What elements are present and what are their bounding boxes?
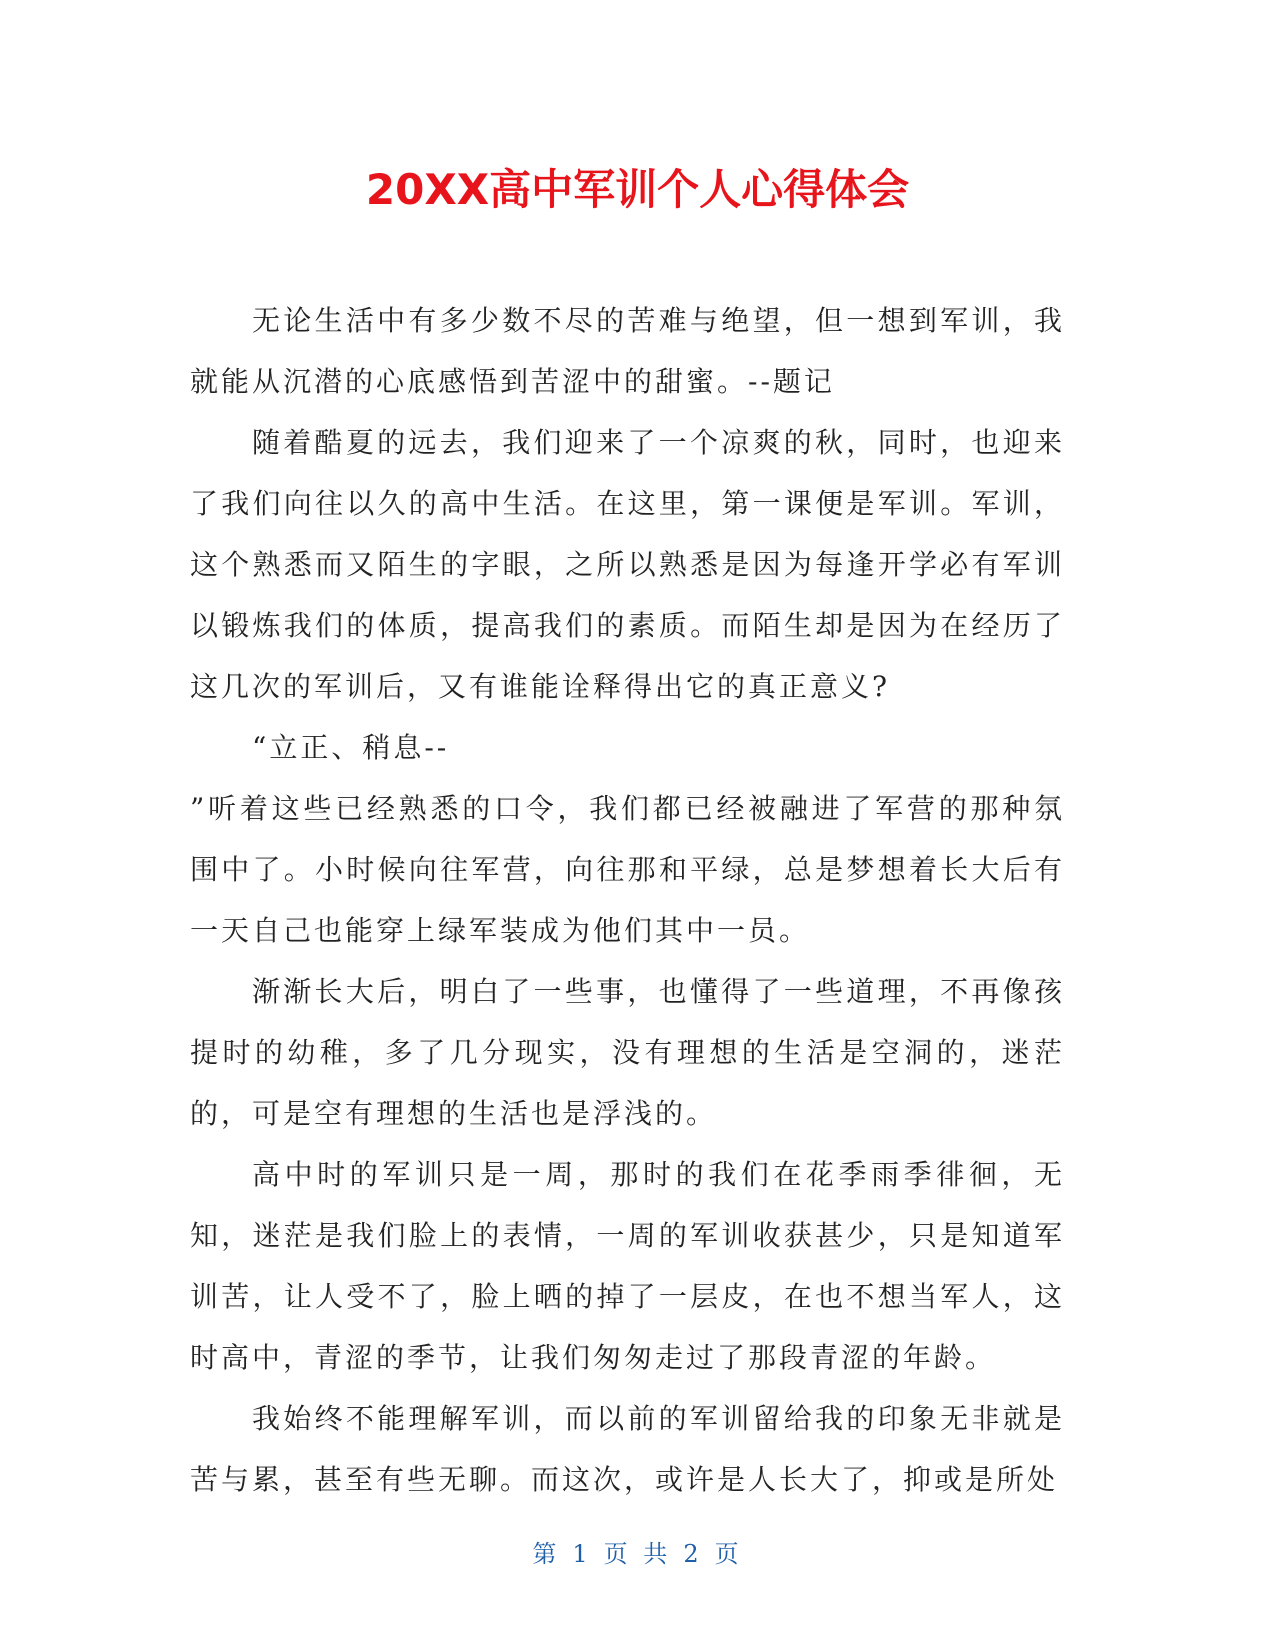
page-footer (0, 1538, 1275, 1570)
paragraph: 高中时的军训只是一周，那时的我们在花季雨季徘徊，无知，迷茫是我们脸上的表情，一周的军训收获甚少，只是知道军训苦，让人受不了，脸上晒的掉了一层皮，在也不想当军人，这时高中，青涩的季节，让我们匆匆走过了那段青涩的年龄。 (190, 1158, 1065, 1374)
footer-middle: 页 共 (603, 1540, 672, 1568)
paragraph: 渐渐长大后，明白了一些事，也懂得了一些道理，不再像孩提时的幼稚，多了几分现实，没有理想的生活是空洞的，迷茫的，可是空有理想的生活也是浮浅的。 (190, 975, 1065, 1130)
paragraph: 我始终不能理解军训，而以前的军训留给我的印象无非就是苦与累，甚至有些无聊。而这次，或许是人长大了，抑或是所处 (190, 1402, 1065, 1496)
footer-suffix: 页 (714, 1540, 743, 1568)
paragraph-command: “立正、稍息-- (252, 731, 450, 764)
footer-total-pages: 2 (683, 1540, 703, 1568)
footer-page-number: 1 (572, 1540, 592, 1568)
paragraph: 随着酷夏的远去，我们迎来了一个凉爽的秋，同时，也迎来了我们向往以久的高中生活。在这里，第一课便是军训。军训，这个熟悉而又陌生的字眼，之所以熟悉是因为每逢开学必有军训以锻炼我们的体质，提高我们的素质。而陌生却是因为在经历了这几次的军训后，又有谁能诠释得出它的真正意义? (190, 426, 1065, 703)
document-body (190, 290, 1065, 1510)
document-title: 20XX高中军训个人心得体会 (365, 165, 910, 214)
paragraph: ”听着这些已经熟悉的口令，我们都已经被融进了军营的那种氛围中了。小时候向往军营，向往那和平绿，总是梦想着长大后有一天自己也能穿上绿军装成为他们其中一员。 (190, 792, 1065, 947)
footer-prefix: 第 (532, 1540, 561, 1568)
paragraph-epigraph: 无论生活中有多少数不尽的苦难与绝望，但一想到军训，我就能从沉潜的心底感悟到苦涩中的甜蜜。--题记 (190, 304, 1065, 398)
